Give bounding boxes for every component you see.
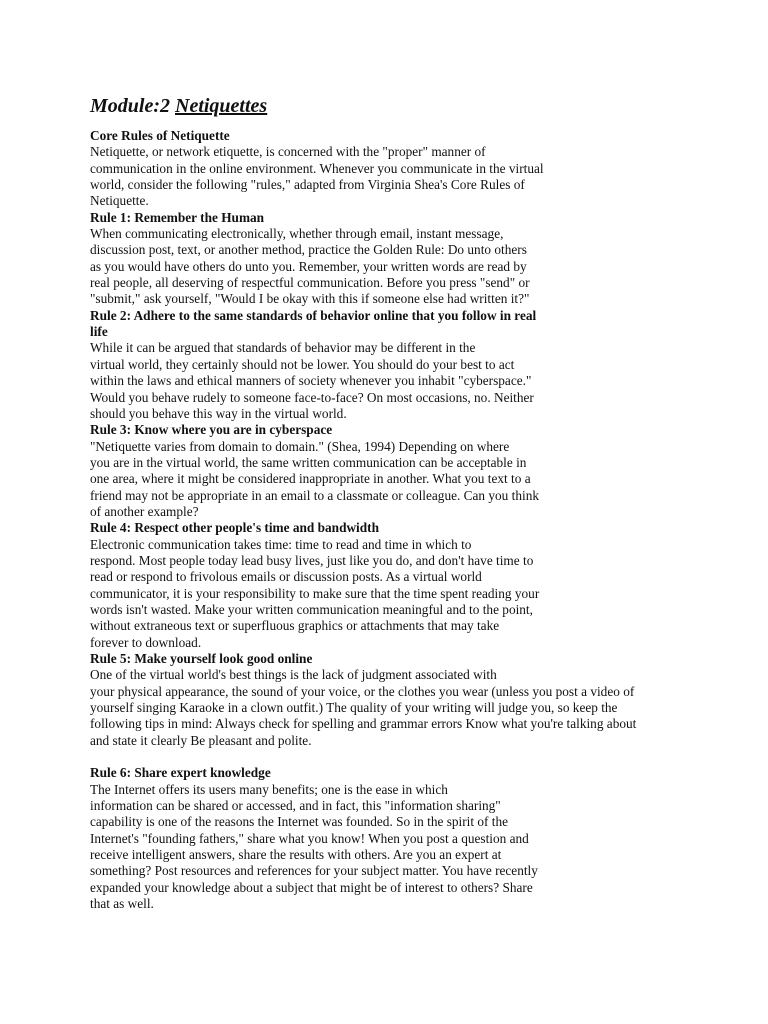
text-line: The Internet offers its users many benefits; one is the ease in which [90,781,448,797]
text-line: communicator, it is your responsibility to make sure that the time spent reading your [90,585,540,601]
text-line: read or respond to frivolous emails or discussion posts. As a virtual world [90,569,482,585]
document-body [90,128,690,913]
text-line: friend may not be appropriate in an email to a classmate or colleague. Can you think [90,487,539,503]
section-heading: Rule 1: Remember the Human [90,209,265,225]
text-line: "Netiquette varies from domain to domain." (Shea, 1994) Depending on where [90,438,510,454]
text-line: that as well. [90,896,154,912]
text-line: within the laws and ethical manners of society whenever you inhabit "cyberspace." [90,373,532,389]
text-line: something? Post resources and references for your subject matter. You have recently [90,863,538,879]
title-main: Netiquettes [175,95,268,117]
text-line: respond. Most people today lead busy lives, just like you do, and don't have time to [90,552,534,568]
text-line: following tips in mind: Always check for spelling and grammar errors Know what you're talking about [90,716,637,732]
text-line: should you behave this way in the virtual world. [90,405,347,421]
text-line: of another example? [90,503,199,519]
text-line: forever to download. [90,634,202,650]
page-title [90,94,690,118]
text-line: as you would have others do unto you. Remember, your written words are read by [90,258,527,274]
text-line: Would you behave rudely to someone face-to-face? On most occasions, no. Neither [90,389,534,405]
text-line: When communicating electronically, whether through email, instant message, [90,226,504,242]
text-line: real people, all deserving of respectful communication. Before you press "send" or [90,275,530,291]
text-line: capability is one of the reasons the Internet was founded. So in the spirit of the [90,814,509,830]
text-line: "submit," ask yourself, "Would I be okay with this if someone else had written it?" [90,291,530,307]
text-line: yourself singing Karaoke in a clown outfit.) The quality of your writing will judge you, so keep the [90,700,618,716]
text-line: you are in the virtual world, the same written communication can be acceptable in [90,454,527,470]
text-line: virtual world, they certainly should not be lower. You should do your best to act [90,356,515,372]
section-heading: Rule 3: Know where you are in cyberspace [90,422,333,438]
text-line: Netiquette, or network etiquette, is concerned with the "proper" manner of [90,144,486,160]
text-line: One of the virtual world's best things is the lack of judgment associated with [90,667,497,683]
section-heading: Rule 4: Respect other people's time and bandwidth [90,520,379,536]
section-heading: Rule 5: Make yourself look good online [90,651,313,666]
text-line: discussion post, text, or another method, practice the Golden Rule: Do unto others [90,242,527,258]
text-line: your physical appearance, the sound of your voice, or the clothes you wear (unless you post a video of [90,683,635,699]
text-line: without extraneous text or superfluous graphics or attachments that may take [90,618,500,634]
text-line: While it can be argued that standards of behavior may be different in the [90,340,476,356]
text-line: Internet's "founding fathers," share what you know! When you post a question and [90,830,529,846]
text-line: one area, where it might be considered inappropriate in another. What you text to a [90,471,531,487]
document-page [90,94,690,913]
blank-line [90,749,690,765]
text-line: Netiquette. [90,193,149,209]
text-line: information can be shared or accessed, and in fact, this "information sharing" [90,798,501,814]
text-line: world, consider the following "rules," adapted from Virginia Shea's Core Rules of [90,177,525,193]
text-line: expanded your knowledge about a subject that might be of interest to others? Share [90,879,533,895]
text-line: and state it clearly Be pleasant and polite. [90,732,312,748]
text-line: Electronic communication takes time: time to read and time in which to [90,536,472,552]
section-heading: Rule 6: Share expert knowledge [90,765,271,781]
text-line: communication in the online environment. Whenever you communicate in the virtual [90,160,544,176]
title-prefix: Module:2 [90,95,175,117]
section-heading: Core Rules of Netiquette [90,128,230,143]
section-heading: Rule 2: Adhere to the same standards of behavior online that you follow in real [90,307,537,323]
section-heading: life [90,324,108,340]
text-line: words isn't wasted. Make your written communication meaningful and to the point, [90,601,533,617]
text-line: receive intelligent answers, share the results with others. Are you an expert at [90,847,502,863]
